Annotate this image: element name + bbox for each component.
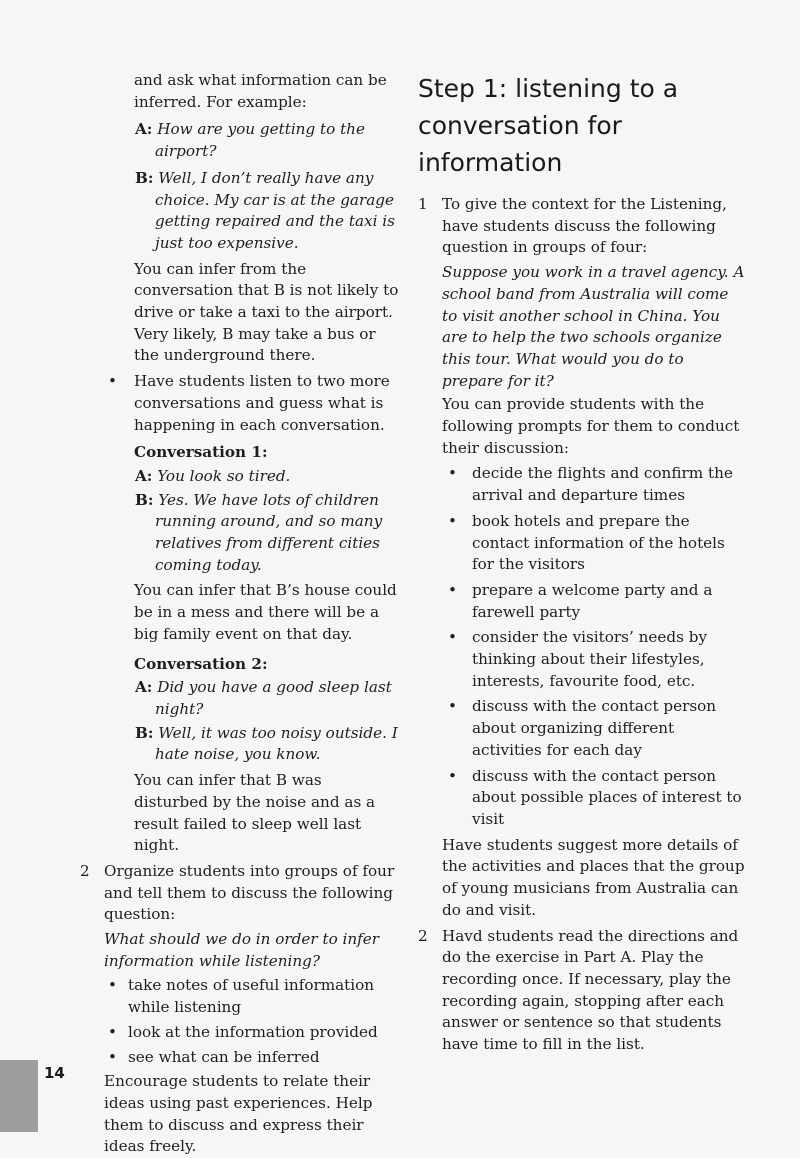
numbered-item-1 [418, 194, 748, 922]
list-item-text: Have students listen to two more conversations and guess what is happening in each conversation. [134, 372, 390, 434]
list-item-text: decide the flights and confirm the arrival and departure times [472, 464, 733, 505]
list-item [442, 696, 748, 761]
prompt-list [442, 463, 748, 830]
dialogue-line [80, 490, 400, 577]
list-item-text: discuss with the contact person about possible places of interest to visit [472, 766, 742, 828]
speaker-label: A: [135, 120, 153, 139]
dialogue-line [80, 168, 400, 255]
speaker-label: B: [135, 168, 154, 187]
conversation-2 [80, 654, 400, 857]
prompt-intro: You can provide students with the following prompts for them to conduct their discussion: [442, 395, 740, 457]
dialogue-text: Yes. We have lots of children running around, and so many relatives from different cities coming today. [155, 490, 383, 574]
item-number: 2 [80, 861, 90, 880]
section-heading: Step 1: listening to a conversation for information [418, 74, 679, 177]
item-number: 1 [418, 195, 428, 213]
page-tab [0, 1060, 38, 1132]
list-item-text: look at the information provided [128, 1022, 378, 1041]
numbered-item-2 [418, 926, 748, 1056]
right-column [418, 70, 748, 1056]
list-item [442, 627, 748, 692]
item-closing: Encourage students to relate their ideas using past experiences. Help them to discuss and express their ideas freely. [104, 1072, 373, 1156]
speaker-label: A: [135, 466, 153, 485]
intro-text: and ask what information can be inferred. For example: [134, 71, 387, 111]
bullet-list [80, 371, 400, 436]
bullet-list [104, 975, 400, 1068]
list-item [104, 1047, 400, 1069]
bullet-icon: • [448, 697, 457, 716]
bullet-icon: • [448, 628, 457, 647]
dialogue-line [80, 119, 400, 162]
list-item-text: book hotels and prepare the contact information of the hotels for the visitors [472, 511, 725, 574]
speaker-label: A: [135, 678, 153, 697]
list-item [104, 1022, 400, 1044]
list-item [442, 580, 748, 623]
list-item [442, 511, 748, 576]
dialogue-text: Well, I don’t really have any choice. My car is at the garage getting repaired and the taxi is just too expensive. [155, 168, 395, 252]
dialogue-line [80, 466, 400, 488]
example-note: You can infer from the conversation that B is not likely to drive or take a taxi to the airport. Very likely, B may take a bus or the underground there. [134, 259, 399, 365]
bullet-icon: • [108, 976, 117, 995]
item-number: 2 [418, 926, 428, 945]
example-dialogue [80, 119, 400, 254]
dialogue-text: How are you getting to the airport? [155, 120, 365, 161]
bullet-icon: • [108, 372, 117, 391]
list-item-text: consider the visitors’ needs by thinking about their lifestyles, interests, favourite food, etc. [472, 628, 708, 690]
list-item-text: discuss with the contact person about organizing different activities for each day [472, 697, 717, 759]
item-text: Organize students into groups of four and tell them to discuss the following question: [104, 861, 395, 924]
list-item-text: prepare a welcome party and a farewell party [472, 580, 713, 621]
conversation-1 [80, 442, 400, 645]
dialogue-text: You look so tired. [157, 466, 291, 485]
item-closing: Have students suggest more details of the activities and places that the group of young musicians from Australia can do and visit. [442, 835, 745, 919]
numbered-item-2 [80, 861, 400, 1158]
scenario-question: Suppose you work in a travel agency. A school band from Australia will come to visit another school in China. You are to help the two schools organize this tour. What would you do to prepare for it? [442, 263, 745, 390]
left-column [80, 70, 400, 1158]
bullet-icon: • [448, 511, 457, 530]
conversation-note: You can infer that B’s house could be in a mess and there will be a big family event on that day. [134, 581, 397, 643]
speaker-label: B: [135, 490, 154, 509]
list-item [104, 975, 400, 1018]
dialogue-text: Well, it was too noisy outside. I hate noise, you know. [155, 723, 398, 764]
list-item [442, 766, 748, 831]
bullet-icon: • [448, 464, 457, 483]
dialogue-line [80, 723, 400, 766]
list-item [80, 371, 400, 436]
item-text: To give the context for the Listening, have students discuss the following question in groups of four: [442, 195, 727, 257]
speaker-label: B: [135, 723, 154, 742]
bullet-icon: • [448, 766, 457, 785]
page-number: 14 [44, 1064, 65, 1082]
conversation-title: Conversation 1: [134, 443, 268, 462]
bullet-icon: • [108, 1047, 117, 1066]
discussion-question: What should we do in order to infer information while listening? [104, 930, 380, 970]
dialogue-text: Did you have a good sleep last night? [155, 678, 392, 718]
bullet-icon: • [108, 1022, 117, 1041]
conversation-title: Conversation 2: [134, 654, 268, 673]
item-text: Havd students read the directions and do the exercise in Part A. Play the recording once. If necessary, play the recording again, stopping after each answer or sentence so that students have time to fill in the list. [442, 926, 739, 1054]
list-item-text: take notes of useful information while listening [128, 976, 375, 1017]
bullet-icon: • [448, 580, 457, 599]
conversation-note: You can infer that B was disturbed by the noise and as a result failed to sleep well last night. [134, 771, 376, 855]
list-item [442, 463, 748, 506]
list-item-text: see what can be inferred [128, 1047, 320, 1066]
dialogue-line [80, 677, 400, 720]
